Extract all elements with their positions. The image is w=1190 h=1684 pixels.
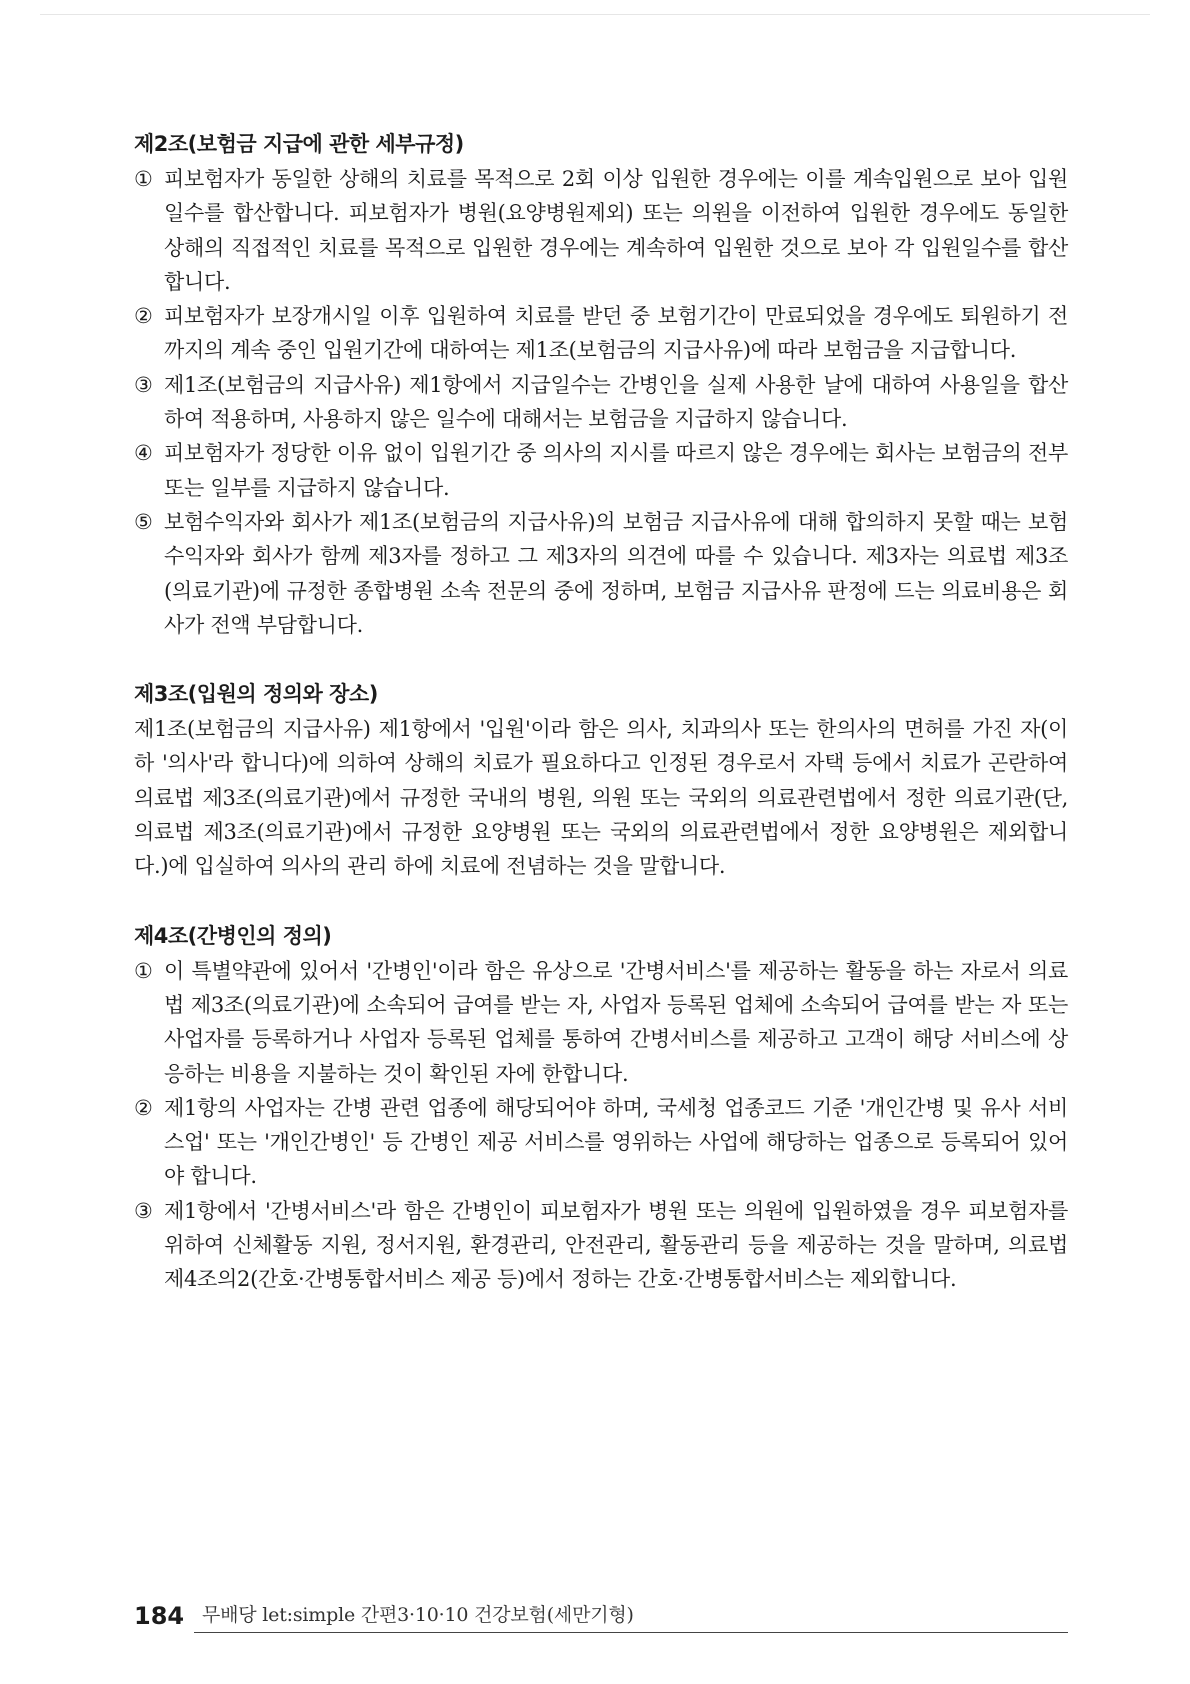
list-item: [134, 368, 1068, 437]
item-number: ①: [134, 958, 153, 983]
item-number: ④: [134, 441, 153, 466]
section3-paragraph: 제1조(보험금의 지급사유) 제1항에서 '입원'이라 함은 의사, 치과의사 또는 한의사의 면허를 가진 자(이하 '의사'라 합니다)에 의하여 상해의 치료가 필요하다고 인정된 경우로서 자택 등에서 치료가 곤란하여 의료법 제3조(의료기관)에서 규정한 국내의 병원, 의원 또는 국외의 의료관련법에서 정한 의료기관(단, 의료법 제3조(의료기관)에서 규정한 요양병원 또는 국외의 의료관련법에서 정한 요양병원은 제외합니다.)에 입실하여 의사의 관리 하에 치료에 전념하는 것을 말합니다.: [134, 717, 1068, 879]
item-number: ③: [134, 372, 153, 397]
item-number: ②: [134, 304, 153, 329]
item-text: 피보험자가 정당한 이유 없이 입원기간 중 의사의 지시를 따르지 않은 경우에는 회사는 보험금의 전부 또는 일부를 지급하지 않습니다.: [164, 441, 1068, 500]
list-item: [134, 299, 1068, 368]
item-text: 피보험자가 동일한 상해의 치료를 목적으로 2회 이상 입원한 경우에는 이를 계속입원으로 보아 입원일수를 합산합니다. 피보험자가 병원(요양병원제외) 또는 의원을 이전하여 입원한 경우에도 동일한 상해의 직접적인 치료를 목적으로 입원한 경우에는 계속하여 입원한 것으로 보아 각 입원일수를 합산합니다.: [164, 167, 1068, 294]
top-divider: [40, 14, 1150, 15]
list-item: [134, 162, 1068, 299]
list-item: [134, 954, 1068, 1091]
item-number: ⑤: [134, 509, 153, 534]
list-item: [134, 1091, 1068, 1194]
list-item: [134, 505, 1068, 642]
item-number: ③: [134, 1198, 153, 1223]
item-text: 제1항의 사업자는 간병 관련 업종에 해당되어야 하며, 국세청 업종코드 기준 '개인간병 및 유사 서비스업' 또는 '개인간병인' 등 간병인 제공 서비스를 영위하는 사업에 해당하는 업종으로 등록되어 있어야 합니다.: [164, 1095, 1068, 1189]
item-text: 이 특별약관에 있어서 '간병인'이라 함은 유상으로 '간병서비스'를 제공하는 활동을 하는 자로서 의료법 제3조(의료기관)에 소속되어 급여를 받는 자, 사업자 등록된 업체에 소속되어 급여를 받는 자 또는 사업자를 등록하거나 사업자 등록된 업체를 통하여 간병서비스를 제공하고 고객이 해당 서비스에 상응하는 비용을 지불하는 것이 확인된 자에 한합니다.: [164, 958, 1068, 1086]
item-number: ①: [134, 167, 153, 191]
section4-title: 제4조(간병인의 정의): [134, 923, 332, 948]
page-footer: [134, 1600, 1068, 1640]
list-item: [134, 436, 1068, 505]
page-number: 184: [134, 1602, 185, 1630]
document-body: [134, 126, 1068, 1297]
list-item: [134, 1194, 1068, 1297]
section2-title: 제2조(보험금 지급에 관한 세부규정): [134, 132, 464, 156]
item-text: 제1조(보험금의 지급사유) 제1항에서 지급일수는 간병인을 실제 사용한 날에 대하여 사용일을 합산하여 적용하며, 사용하지 않은 일수에 대해서는 보험금을 지급하지 않습니다.: [164, 372, 1068, 432]
item-number: ②: [134, 1095, 153, 1120]
item-text: 보험수익자와 회사가 제1조(보험금의 지급사유)의 보험금 지급사유에 대해 합의하지 못할 때는 보험수익자와 회사가 함께 제3자를 정하고 그 제3자의 의견에 따를 수 있습니다. 제3자는 의료법 제3조(의료기관)에 규정한 종합병원 소속 전문의 중에 정하며, 보험금 지급사유 판정에 드는 의료비용은 회사가 전액 부담합니다.: [164, 509, 1068, 637]
section3-title: 제3조(입원의 정의와 장소): [134, 682, 378, 707]
document-title: 무배당 let:simple 간편3·10·10 건강보험(세만기형): [202, 1604, 634, 1626]
footer-rule: [194, 1632, 1068, 1633]
item-text: 피보험자가 보장개시일 이후 입원하여 치료를 받던 중 보험기간이 만료되었을 경우에도 퇴원하기 전까지의 계속 중인 입원기간에 대하여는 제1조(보험금의 지급사유)에 따라 보험금을 지급합니다.: [164, 304, 1068, 363]
item-text: 제1항에서 '간병서비스'라 함은 간병인이 피보험자가 병원 또는 의원에 입원하였을 경우 피보험자를 위하여 신체활동 지원, 정서지원, 환경관리, 안전관리, 활동관리 등을 제공하는 것을 말하며, 의료법 제4조의2(간호·간병통합서비스 제공 등)에서 정하는 간호·간병통합서비스는 제외합니다.: [164, 1198, 1068, 1292]
